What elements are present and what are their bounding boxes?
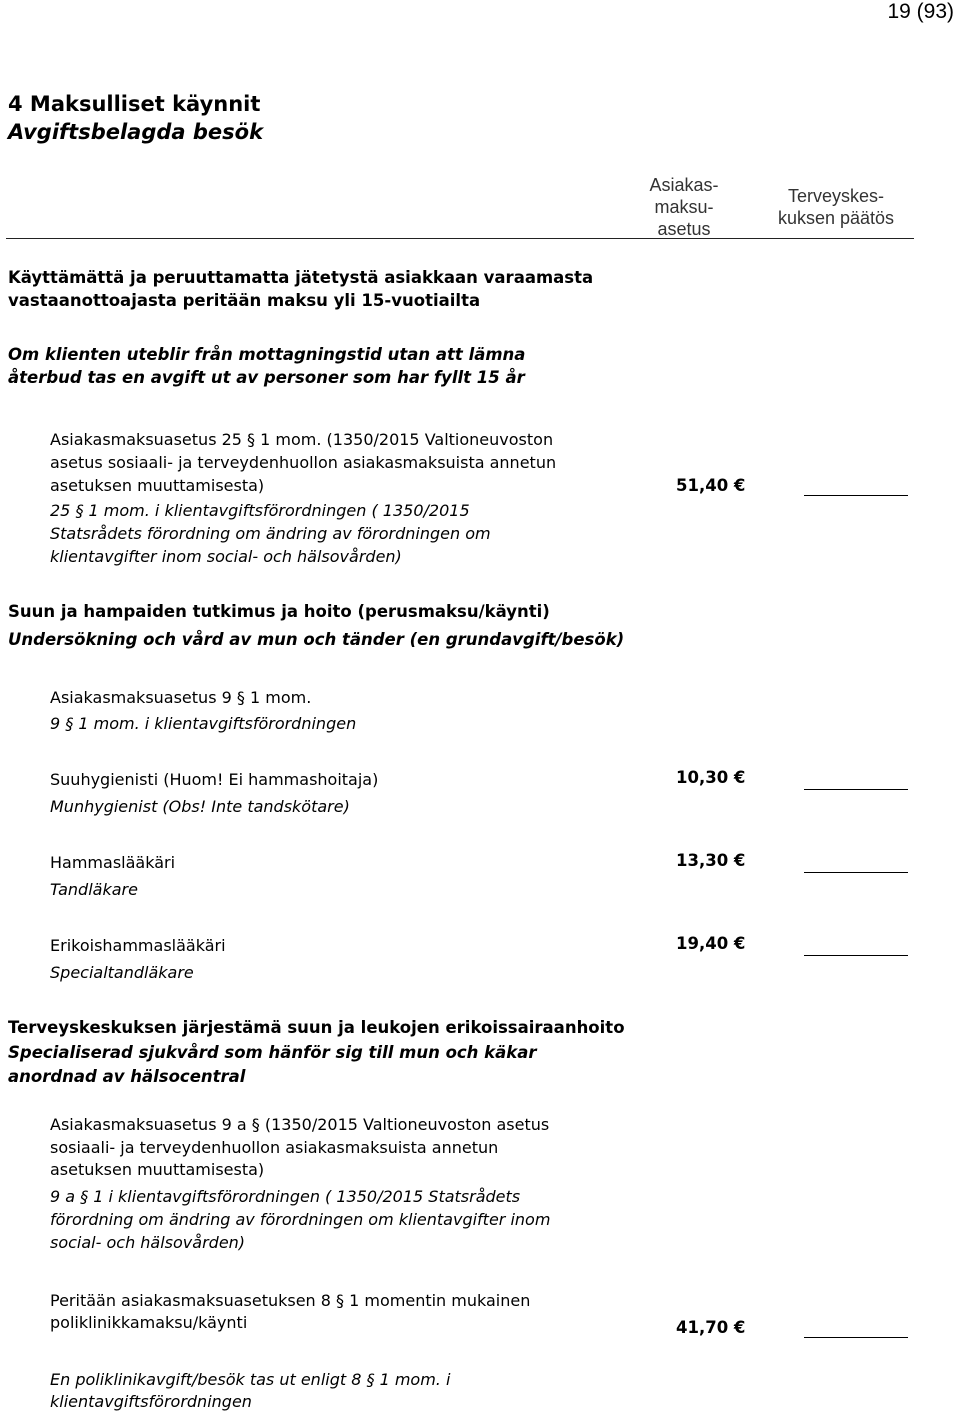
section-heading-sv: Avgiftsbelagda besök [8, 120, 264, 144]
item-dentist-price: 13,30 € [676, 851, 746, 870]
item-specialist-dentist-price: 19,40 € [676, 934, 746, 953]
section3-ref-sv-line2: förordning om ändring av förordningen om klientavgifter inom [50, 1210, 551, 1229]
section1-ref-sv-line2: Statsrådets förordning om ändring av förordningen om [50, 524, 491, 543]
item-dentist-fi: Hammaslääkäri [50, 853, 176, 872]
section1-price: 51,40 € [676, 476, 746, 495]
section1-ref-sv-line3: klientavgifter inom social- och hälsovården) [50, 547, 402, 566]
section3-note-sv-line1: En poliklinikavgift/besök tas ut enligt 8 § 1 mom. i [50, 1370, 451, 1389]
section1-ref-fi-line2: asetus sosiaali- ja terveydenhuollon asiakasmaksuista annetun [50, 453, 557, 472]
item-dental-hygienist-price: 10,30 € [676, 768, 746, 787]
section3-note-sv-line2: klientavgiftsförordningen [50, 1392, 252, 1411]
item-specialist-dentist-sv: Specialtandläkare [50, 963, 194, 982]
section3-ref-sv-line1: 9 a § 1 i klientavgiftsförordningen ( 1350/2015 Statsrådets [50, 1187, 521, 1206]
item-dentist-blank [804, 872, 908, 873]
section1-title-sv-line1: Om klienten uteblir från mottagningstid utan att lämna [8, 345, 526, 364]
item-dentist-sv: Tandläkare [50, 880, 138, 899]
section3-price: 41,70 € [676, 1318, 746, 1337]
column-header-fee-rule: Asiakas- maksu- asetus [649, 175, 719, 239]
section3-ref-fi-line1: Asiakasmaksuasetus 9 a § (1350/2015 Valtioneuvoston asetus [50, 1115, 550, 1134]
item-dental-hygienist-sv: Munhygienist (Obs! Inte tandskötare) [50, 797, 350, 816]
section1-ref-fi-line1: Asiakasmaksuasetus 25 § 1 mom. (1350/2015 Valtioneuvoston [50, 430, 554, 449]
section1-title-fi-line2: vastaanottoajasta peritään maksu yli 15-vuotiailta [8, 291, 481, 310]
section3-ref-fi-line3: asetuksen muuttamisesta) [50, 1160, 265, 1179]
section1-ref-fi-line3: asetuksen muuttamisesta) [50, 476, 265, 495]
section2-title-fi: Suun ja hampaiden tutkimus ja hoito (perusmaksu/käynti) [8, 602, 550, 621]
section2-title-sv: Undersökning och vård av mun och tänder (en grundavgift/besök) [8, 630, 625, 649]
section3-note-fi-line2: poliklinikkamaksu/käynti [50, 1313, 248, 1332]
section1-title-fi-line1: Käyttämättä ja peruuttamatta jätetystä asiakkaan varaamasta [8, 268, 594, 287]
section3-title-fi: Terveyskeskuksen järjestämä suun ja leukojen erikoissairaanhoito [8, 1018, 625, 1037]
section2-ref-fi: Asiakasmaksuasetus 9 § 1 mom. [50, 688, 312, 707]
column-header-decision: Terveyskes- kuksen päätös [777, 186, 895, 228]
section1-decision-blank [804, 495, 908, 496]
section3-title-sv-line1: Specialiserad sjukvård som hänför sig till mun och käkar [8, 1043, 537, 1062]
section3-decision-blank [804, 1337, 908, 1338]
item-specialist-dentist-fi: Erikoishammaslääkäri [50, 936, 226, 955]
section1-ref-sv-line1: 25 § 1 mom. i klientavgiftsförordningen ( 1350/2015 [50, 501, 470, 520]
section3-note-fi-line1: Peritään asiakasmaksuasetuksen 8 § 1 momentin mukainen [50, 1291, 531, 1310]
section2-ref-sv: 9 § 1 mom. i klientavgiftsförordningen [50, 714, 357, 733]
item-dental-hygienist-blank [804, 789, 908, 790]
header-divider [6, 238, 914, 239]
item-dental-hygienist-fi: Suuhygienisti (Huom! Ei hammashoitaja) [50, 770, 379, 789]
section3-title-sv-line2: anordnad av hälsocentral [8, 1067, 246, 1086]
section1-title-sv-line2: återbud tas en avgift ut av personer som har fyllt 15 år [8, 368, 525, 387]
item-specialist-dentist-blank [804, 955, 908, 956]
section-heading-fi: 4 Maksulliset käynnit [8, 92, 261, 116]
section3-ref-sv-line3: social- och hälsovården) [50, 1233, 246, 1252]
section3-ref-fi-line2: sosiaali- ja terveydenhuollon asiakasmaksuista annetun [50, 1138, 499, 1157]
page-number: 19 (93) [887, 0, 954, 23]
